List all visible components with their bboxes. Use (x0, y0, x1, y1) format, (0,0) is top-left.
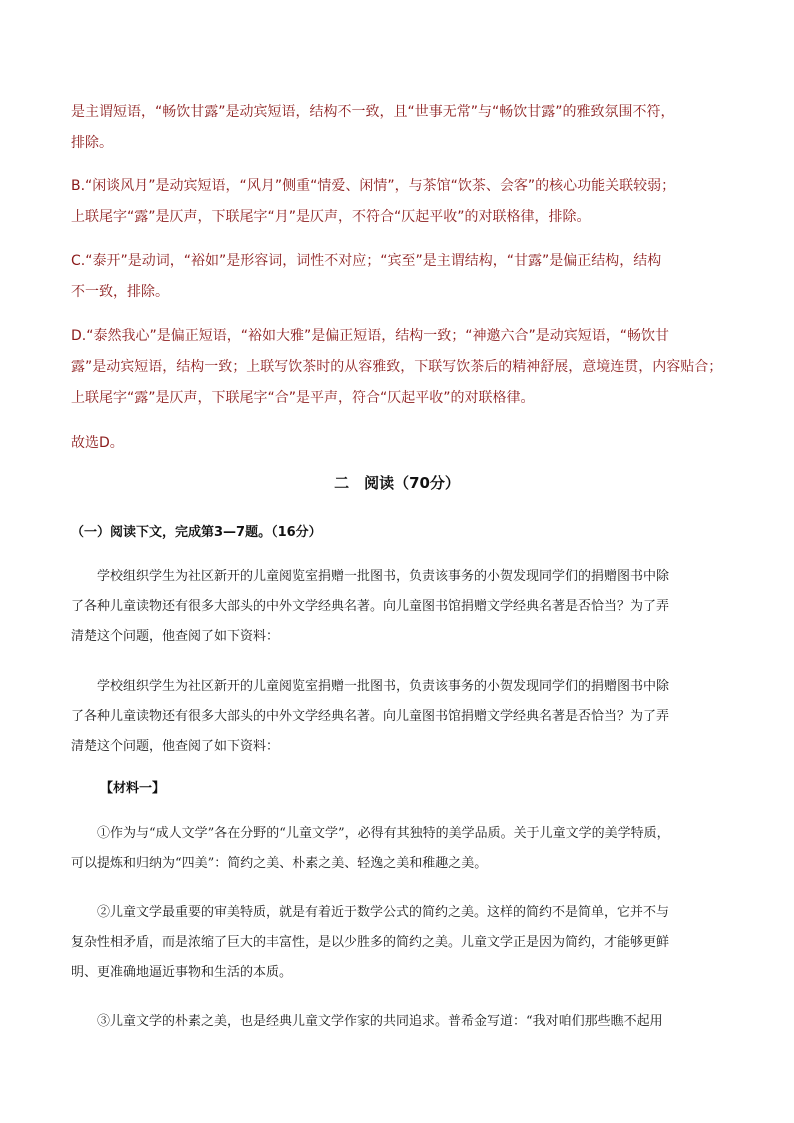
material-paragraph-2 (71, 898, 731, 988)
intro-paragraph-2 (71, 672, 731, 762)
text-line: ①作为与“成人文学”各在分野的“儿童文学”，必得有其独特的美学品质。关于儿童文学的美学特质， (97, 826, 670, 841)
material-label: 【材料一】 (100, 781, 166, 796)
text-line: D.“泰然我心”是偏正短语，“裕如大雅”是偏正短语，结构一致；“神邀六合”是动宾短语，“畅饮甘 (71, 328, 669, 344)
text-line: 是主谓短语，“畅饮甘露”是动宾短语，结构不一致，且“世事无常”与“畅饮甘露”的雅致氛围不符， (71, 104, 675, 120)
text-line: ②儿童文学最重要的审美特质，就是有着近于数学公式的简约之美。这样的简约不是简单，它并不与 (97, 905, 670, 920)
text-line: 清楚这个问题，他查阅了如下资料： (71, 739, 280, 754)
text-line: 故选D。 (71, 435, 124, 451)
text-line: 学校组织学生为社区新开的儿童阅览室捐赠一批图书，负责该事务的小贺发现同学们的捐赠图书中除 (97, 569, 670, 584)
text-line: 露”是动宾短语，结构一致；上联写饮茶时的从容雅致，下联写饮茶后的精神舒展，意境连贯，内容贴合； (71, 359, 723, 375)
question-instruction: （一）阅读下文，完成第3—7题。（16分） (71, 525, 322, 540)
answer-conclusion (71, 428, 731, 459)
intro-paragraph-1 (71, 562, 731, 652)
material-paragraph-1 (71, 819, 731, 879)
text-line: 不一致，排除。 (71, 284, 169, 300)
section-title: 二 阅读（70分） (334, 474, 460, 492)
answer-option-a-continued (71, 97, 731, 159)
text-line: ③儿童文学的朴素之美，也是经典儿童文学作家的共同追求。普希金写道：“我对咱们那些瞧不起用 (97, 1014, 663, 1029)
text-line: 学校组织学生为社区新开的儿童阅览室捐赠一批图书，负责该事务的小贺发现同学们的捐赠图书中除 (97, 679, 670, 694)
text-line: 明、更准确地逼近事物和生活的本质。 (71, 965, 293, 980)
text-line: 排除。 (71, 135, 113, 151)
text-line: 复杂性相矛盾，而是浓缩了巨大的丰富性，是以少胜多的简约之美。儿童文学正是因为简约，才能够更鲜 (71, 935, 670, 950)
text-line: 清楚这个问题，他查阅了如下资料： (71, 629, 280, 644)
answer-option-b (71, 171, 731, 233)
text-line: 了各种儿童读物还有很多大部头的中外文学经典名著。向儿童图书馆捐赠文学经典名著是否恰当？为了弄 (71, 709, 670, 724)
text-line: 了各种儿童读物还有很多大部头的中外文学经典名著。向儿童图书馆捐赠文学经典名著是否恰当？为了弄 (71, 599, 670, 614)
text-line: 可以提炼和归纳为“四美”：简约之美、朴素之美、轻逸之美和稚趣之美。 (71, 856, 488, 871)
text-line: 上联尾字“露”是仄声，下联尾字“月”是仄声，不符合“仄起平收”的对联格律，排除。 (71, 209, 591, 225)
text-line: C.“泰开”是动词，“裕如”是形容词，词性不对应；“宾至”是主谓结构，“甘露”是偏正结构，结构 (71, 253, 662, 269)
text-line: B.“闲谈风月”是动宾短语，“风月”侧重“情爱、闲情”，与茶馆“饮茶、会客”的核心功能关联较弱； (71, 178, 676, 194)
answer-option-d (71, 321, 731, 414)
text-line: 上联尾字“露”是仄声，下联尾字“合”是平声，符合“仄起平收”的对联格律。 (71, 390, 535, 406)
answer-option-c (71, 246, 731, 308)
material-paragraph-3 (71, 1007, 731, 1037)
